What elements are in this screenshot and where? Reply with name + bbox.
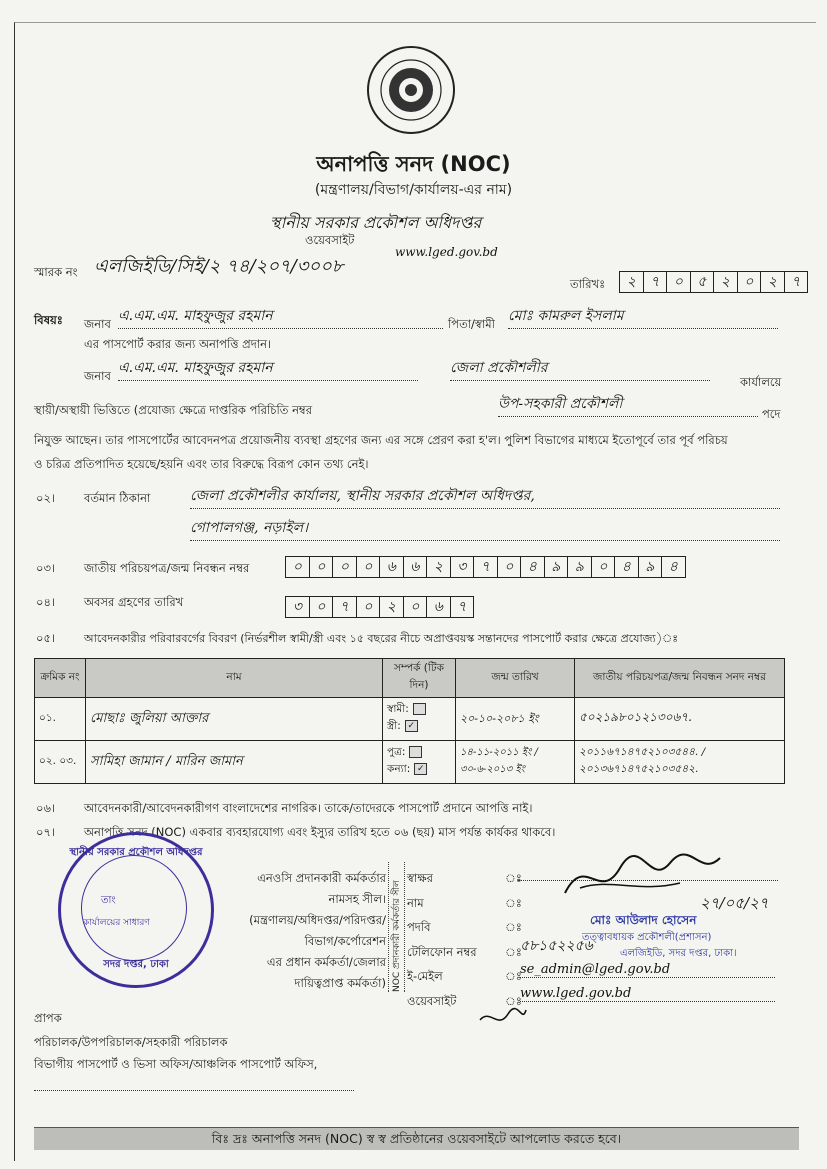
digit-box: ২ bbox=[713, 271, 738, 293]
website-label: ওয়েবসাইট bbox=[305, 233, 355, 247]
stamp-inner-2: কার্যালয়ের সাধারণ bbox=[83, 918, 150, 928]
digit-box: ০ bbox=[497, 556, 522, 578]
digit-box: ০ bbox=[309, 556, 334, 578]
address-label: বর্তমান ঠিকানা bbox=[84, 491, 151, 505]
body-paragraph: নিযুক্ত আছেন। তার পাসপোর্টের আবেদনপত্র প্রয়োজনীয় ব্যবস্থা গ্রহণের জন্য এর সঙ্গে প্রেরণ করা হ'ল। পুলিশ বিভাগের মাধ্যমে ইতোপূর্বে তার পূর্ব পরিচয় bbox=[34, 433, 728, 447]
item04-number: ০৪। bbox=[36, 595, 56, 609]
note07-number: ০৭। bbox=[36, 825, 56, 839]
digit-box: ৬ bbox=[426, 596, 451, 618]
email-label: ই-মেইল bbox=[407, 969, 443, 983]
signature-date: ২৭/০৫/২৭ bbox=[700, 894, 769, 912]
digit-box: ০ bbox=[356, 596, 381, 618]
digit-box: ০ bbox=[666, 271, 691, 293]
signatory-desc-1: এনওসি প্রদানকারী কর্মকর্তার bbox=[257, 871, 386, 885]
digit-box: ৭ bbox=[643, 271, 668, 293]
note07: অনাপত্তি সনদ (NOC) একবার ব্যবহারযোগ্য এবং ইস্যুর তারিখ হতে ০৬ (ছয়) মাস পর্যন্ত কার্যকর থাকবে। bbox=[84, 825, 556, 839]
row-dob: ২০-১০-২০৮১ ইং bbox=[456, 698, 575, 741]
seal-vertical-text: NOC প্রদানকারী কর্মকর্তার সীল bbox=[388, 862, 405, 992]
relation-option: কন্যা: bbox=[387, 763, 411, 775]
signatory-colons: ঃ ঃ ঃ ঃ ঃ ঃ bbox=[505, 871, 522, 1008]
website-value: www.lged.gov.bd bbox=[520, 986, 775, 1002]
address-line-2: গোপালগঞ্জ, নড়াইল। bbox=[190, 516, 780, 541]
table-row bbox=[35, 698, 785, 741]
digit-box: ৭ bbox=[332, 596, 357, 618]
digit-box: ৩ bbox=[285, 596, 310, 618]
digit-box: ২ bbox=[379, 596, 404, 618]
stamp-inner-1: তাং bbox=[101, 895, 116, 906]
digit-box: ০ bbox=[737, 271, 762, 293]
relation-option: পুত্র: bbox=[387, 746, 406, 758]
address-line-1: জেলা প্রকৌশলীর কার্যালয়, স্থানীয় সরকার প্রকৌশল অধিদপ্তর, bbox=[190, 484, 780, 509]
row-serial: ০১. bbox=[35, 698, 86, 741]
phone-value: ৫৮১৫২২৫৬ bbox=[520, 938, 593, 954]
name-label: নাম bbox=[407, 895, 424, 910]
email-value: se_admin@lged.gov.bd bbox=[520, 962, 775, 978]
digit-box: ২ bbox=[426, 556, 451, 578]
footer-note: বিঃ দ্রঃ অনাপত্তি সনদ (NOC) স্ব স্ব প্রতিষ্ঠানের ওয়েবসাইটে আপলোড করতে হবে। bbox=[34, 1127, 799, 1150]
note06: আবেদনকারী/আবেদনকারীগণ বাংলাদেশের নাগরিক। তাকে/তাদেরকে পাসপোর্ট প্রদানে আপত্তি নাই। bbox=[84, 801, 533, 815]
digit-box: ০ bbox=[403, 596, 428, 618]
digit-box: ৩ bbox=[450, 556, 475, 578]
applicant-name: এ.এম.এম. মাহফুজুর রহমান bbox=[118, 304, 443, 329]
office-name: জেলা প্রকৌশলীর bbox=[450, 356, 710, 381]
document-title: অনাপত্তি সনদ (NOC) bbox=[316, 152, 511, 176]
digit-box: ৪ bbox=[661, 556, 686, 578]
table-row bbox=[35, 741, 785, 784]
body-mr-label: জনাব bbox=[84, 369, 111, 383]
office-suffix: কার্যালয়ে bbox=[740, 375, 782, 389]
digit-box: ৯ bbox=[638, 556, 663, 578]
digit-box: ৭ bbox=[450, 596, 475, 618]
row-serial: ০২. ০৩. bbox=[35, 741, 86, 784]
father-name: মোঃ কামরুল ইসলাম bbox=[508, 304, 778, 329]
family-label: আবেদনকারীর পরিবারবর্গের বিবরণ (নির্ভরশীল স্বামী/স্ত্রী এবং ১৫ বছরের নীচে অপ্রাপ্তবয়স্ক সন্তানদের পাসপোর্ট করার ক্ষেত্রে প্রযোজ্য)ঃ bbox=[84, 632, 679, 645]
digit-box: ৭ bbox=[784, 271, 809, 293]
stamp-name: মোঃ আউলাদ হোসেন bbox=[590, 913, 697, 927]
date-boxes bbox=[620, 271, 808, 293]
item05-number: ০৫। bbox=[36, 631, 56, 645]
recipient-blank-line bbox=[34, 1090, 354, 1091]
website-label-2: ওয়েবসাইট bbox=[407, 993, 457, 1008]
stamp-designation: তত্ত্বাবধায়ক প্রকৌশলী(প্রশাসন) bbox=[582, 932, 712, 943]
nid-boxes bbox=[286, 556, 686, 578]
stamp-bottom: সদর দপ্তর, ঢাকা bbox=[103, 959, 169, 970]
designation-suffix: পদে bbox=[762, 407, 781, 421]
row-nid: ২০১১৬৭১৪৭৫২১০৩৫৪৪. / ২০১৩৬৭১৪৭৫২১০৩৫৪২. bbox=[575, 741, 785, 784]
digit-box: ০ bbox=[285, 556, 310, 578]
th-nid: জাতীয় পরিচয়পত্র/জন্ম নিবন্ধন সনদ নম্বর bbox=[575, 659, 785, 698]
government-seal bbox=[366, 45, 456, 135]
row-relation bbox=[383, 741, 456, 784]
signatory-labels bbox=[407, 866, 477, 1013]
phone-label: টেলিফোন নম্বর bbox=[407, 944, 477, 959]
recipient-label: প্রাপক bbox=[34, 1011, 62, 1025]
digit-box: ৬ bbox=[379, 556, 404, 578]
digit-box: ৪ bbox=[614, 556, 639, 578]
item03-number: ০৩। bbox=[36, 561, 56, 575]
digit-box: ২ bbox=[760, 271, 785, 293]
relation-option: স্বামী: bbox=[387, 703, 409, 715]
signatory-desc-2: নামসহ সীল। bbox=[328, 892, 386, 906]
family-table bbox=[34, 658, 785, 784]
header-website: www.lged.gov.bd bbox=[395, 245, 498, 259]
digit-box: ০ bbox=[591, 556, 616, 578]
memo-number: এলজিইডি/সিই/২ ৭৪/২০৭/৩০০৮ bbox=[94, 256, 344, 277]
subject-mr-label: জনাব bbox=[84, 317, 111, 331]
nid-label: জাতীয় পরিচয়পত্র/জন্ম নিবন্ধন নম্বর bbox=[84, 561, 250, 575]
signatory-desc-4: বিভাগ/কর্পোরেশন bbox=[304, 934, 386, 948]
th-serial: ক্রমিক নং bbox=[35, 659, 86, 698]
item02-number: ০২। bbox=[36, 491, 56, 505]
signatory-desc-6: দায়িত্বপ্রাপ্ত কর্মকর্তা) bbox=[294, 976, 386, 990]
digit-box: ৯ bbox=[544, 556, 569, 578]
retire-boxes bbox=[286, 596, 474, 618]
signatory-desc-3: (মন্ত্রণালয়/অধিদপ্তর/পরিদপ্তর/ bbox=[249, 913, 386, 927]
date-label: তারিখঃ bbox=[570, 277, 606, 291]
digit-box: ০ bbox=[356, 556, 381, 578]
digit-box: ৪ bbox=[520, 556, 545, 578]
relation-checkbox[interactable] bbox=[409, 746, 422, 758]
designation: উপ-সহকারী প্রকৌশলী bbox=[498, 392, 758, 417]
relation-option: স্ত্রী: bbox=[387, 720, 401, 732]
note06-number: ০৬। bbox=[36, 801, 56, 815]
digit-box: ৬ bbox=[403, 556, 428, 578]
ministry-name: স্থানীয় সরকার প্রকৌশল অধিদপ্তর bbox=[270, 213, 482, 232]
subject-purpose: এর পাসপোর্ট করার জন্য অনাপত্তি প্রদান। bbox=[84, 337, 272, 351]
recipient-line-1: পরিচালক/উপপরিচালক/সহকারী পরিচালক bbox=[34, 1035, 228, 1049]
body-paragraph-2: ও চরিত্র প্রতিপাদিত হয়েছে/হয়নি এবং তার বিরুদ্ধে বিরূপ কোন তথ্য নেই। bbox=[34, 457, 369, 471]
body-name: এ.এম.এম. মাহফুজুর রহমান bbox=[118, 356, 418, 381]
relation-checkbox[interactable] bbox=[413, 703, 426, 715]
row-name: সামিহা জামান / মারিন জামান bbox=[86, 741, 383, 784]
recipient-line-2: বিভাগীয় পাসপোর্ট ও ভিসা অফিস/আঞ্চলিক পাসপোর্ট অফিস, bbox=[34, 1057, 318, 1071]
stamp-office: এলজিইডি, সদর দপ্তর, ঢাকা। bbox=[620, 948, 737, 959]
stamp-ring-text: স্থানীয় সরকার প্রকৌশল অধিদপ্তর bbox=[69, 847, 203, 858]
initial-mark bbox=[478, 1006, 528, 1032]
retire-label: অবসর গ্রহণের তারিখ bbox=[84, 595, 184, 609]
th-dob: জন্ম তারিখ bbox=[456, 659, 575, 698]
row-dob: ১৪-১১-২০১১ ইং / ৩০-৬-২০১৩ ইং bbox=[456, 741, 575, 784]
designation-label: পদবি bbox=[407, 920, 431, 934]
digit-box: ০ bbox=[309, 596, 334, 618]
digit-box: ০ bbox=[332, 556, 357, 578]
digit-box: ৫ bbox=[690, 271, 715, 293]
signatory-description bbox=[236, 868, 386, 994]
th-relation: সম্পর্ক (টিক দিন) bbox=[383, 659, 456, 698]
relation-checkbox-checked[interactable]: ✓ bbox=[405, 720, 418, 732]
row-name: মোছাঃ জুলিয়া আক্তার bbox=[86, 698, 383, 741]
row-nid: ৫০২১৯৮০১২১৩০৬৭. bbox=[575, 698, 785, 741]
document-subtitle: (মন্ত্রণালয়/বিভাগ/কার্যালয়-এর নাম) bbox=[314, 182, 513, 198]
th-name: নাম bbox=[86, 659, 383, 698]
father-label: পিতা/স্বামী bbox=[448, 317, 495, 331]
signatory-desc-5: এর প্রধান কর্মকর্তা/জেলার bbox=[266, 955, 386, 969]
family-table-header bbox=[35, 659, 785, 698]
sign-label: স্বাক্ষর bbox=[407, 871, 433, 885]
digit-box: ৯ bbox=[567, 556, 592, 578]
digit-box: ৭ bbox=[473, 556, 498, 578]
relation-checkbox-checked[interactable]: ✓ bbox=[414, 763, 427, 775]
office-stamp bbox=[58, 832, 214, 988]
digit-box: ২ bbox=[619, 271, 644, 293]
permanent-text: স্থায়ী/অস্থায়ী ভিত্তিতে (প্রযোজ্য ক্ষেত্রে দাপ্তরিক পরিচিতি নম্বর bbox=[34, 403, 313, 417]
subject-label: বিষয়ঃ bbox=[34, 313, 63, 327]
memo-label: স্মারক নং bbox=[34, 265, 78, 279]
row-relation bbox=[383, 698, 456, 741]
